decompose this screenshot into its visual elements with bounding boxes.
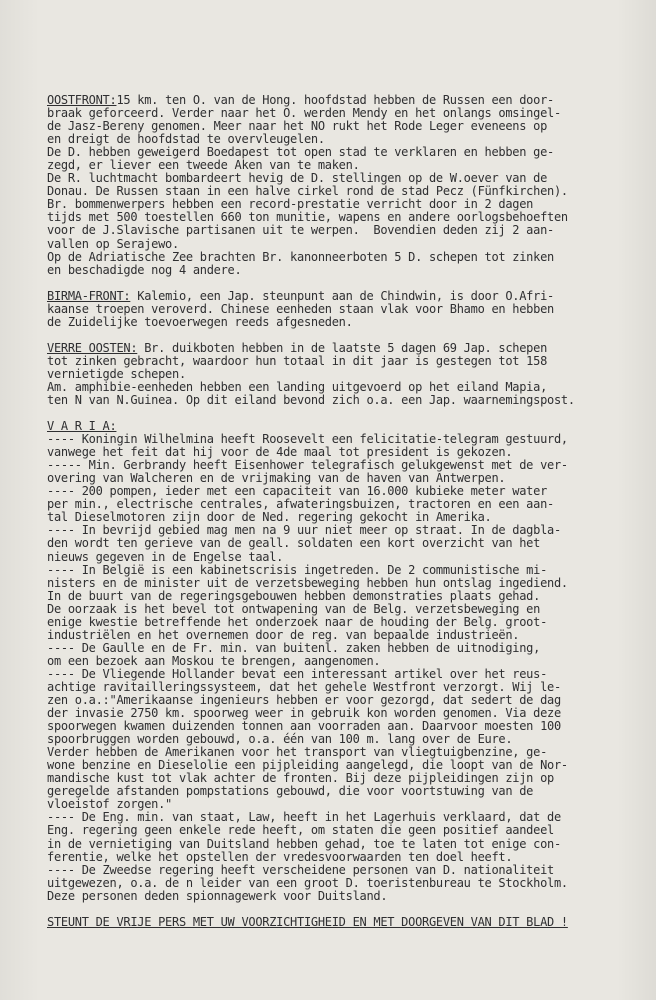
line-text: en dreigt de hoofdstad te overvleugelen. — [47, 132, 325, 147]
line-text: ---- De Vliegende Hollander bevat een interessant artikel over het reus- — [47, 666, 548, 681]
line-text: De D. hebben geweigerd Boedapest tot open stad te verklaren en hebben ge- — [47, 145, 554, 160]
line-text: achtige ravitailleringssysteem, dat het gehele Westfront verzorgt. Wij le- — [47, 679, 561, 694]
line-text: der invasie 2750 km. spoorweg weer in gebruik kon worden genomen. Via deze — [47, 706, 561, 721]
line-text: vallen op Serajewo. — [47, 236, 179, 251]
line-text: nisters en de minister uit de verzetsbeweging hebben hun ontslag ingediend. — [47, 575, 568, 590]
line-text: industriëlen en het overnemen door de reg. van bepaalde industrieën. — [47, 627, 520, 642]
line-text: de Jasz-Bereny genomen. Meer naar het NO rukt het Rode Leger eveneens op — [47, 119, 548, 134]
line-text: per min., electrische centrales, afwateringsbuizen, tractoren en een aan- — [47, 497, 554, 512]
line-text: spoorbruggen worden gebouwd, o.a. één van 100 m. lang over de Eure. — [47, 732, 513, 747]
line-text: den wordt ten gerieve van de geall. soldaten een kort overzicht van het — [47, 536, 541, 551]
line-text: spoorwegen kwamen duizenden tonnen aan voorraden aan. Daarvoor moesten 100 — [47, 719, 561, 734]
line-text: De R. luchtmacht bombardeert hevig de D. stellingen op de W.oever van de — [47, 171, 548, 186]
line-text: Br. duikboten hebben in de laatste 5 dagen 69 Jap. schepen — [137, 340, 548, 355]
line-text: uitgewezen, o.a. de n leider van een groot D. toeristenbureau te Stockholm. — [47, 875, 568, 890]
line-text: ---- In België is een kabinetscrisis ingetreden. De 2 communistische mi- — [47, 562, 548, 577]
line-text: tijds met 500 toestellen 660 ton munitie, wapens en andere oorlogsbehoeften — [47, 210, 568, 225]
line-text: ---- Koningin Wilhelmina heeft Roosevelt een felicitatie-telegram gestuurd, — [47, 432, 568, 447]
line-text: ---- De Gaulle en de Fr. min. van buitenl. zaken hebben de uitnodiging, — [47, 640, 541, 655]
section-gap — [47, 407, 647, 420]
line-text: om een bezoek aan Moskou te brengen, aangenomen. — [47, 653, 381, 668]
bulletin-body — [47, 94, 647, 929]
line-text: In de buurt van de regeringsgebouwen hebben demonstraties plaats gehad. — [47, 588, 541, 603]
line-text: ten N van N.Guinea. Op dit eiland bevond zich o.a. een Jap. waarnemingspost. — [47, 392, 575, 407]
line-text: ---- In bevrijd gebied mag men na 9 uur niet meer op straat. In de dagbla- — [47, 523, 561, 538]
line-text: tot zinken gebracht, waardoor hun totaal in dit jaar is gestegen tot 158 — [47, 353, 548, 368]
news-section — [47, 94, 647, 277]
line-text: ferentie, welke het opstellen der vredesvoorwaarden ten doel heeft. — [47, 849, 513, 864]
line-text: ---- 200 pompen, ieder met een capaciteit van 16.000 kubieke meter water — [47, 484, 548, 499]
line-text: wone benzine en Dieselolie een pijpleiding aangelegd, die loopt van de Nor- — [47, 758, 568, 773]
line-text: Verder hebben de Amerikanen voor het transport van vliegtuigbenzine, ge- — [47, 745, 548, 760]
line-text: mandische kust tot vlak achter de fronten. Bij deze pijpleidingen zijn op — [47, 771, 554, 786]
line-text: in de vernietiging van Duitsland hebben gehad, toe te laten tot enige con- — [47, 836, 561, 851]
news-section — [47, 420, 647, 903]
line-text: vloeistof zorgen." — [47, 797, 173, 812]
line-text: Am. amphibie-eenheden hebben een landing uitgevoerd op het eiland Mapia, — [47, 379, 548, 394]
line-text: Br. bommenwerpers hebben een record-prestatie verricht door in 2 dagen — [47, 197, 534, 212]
line-text: ---- De Eng. min. van staat, Law, heeft in het Lagerhuis verklaard, dat de — [47, 810, 561, 825]
news-section — [47, 290, 647, 329]
footer-slogan: STEUNT DE VRIJE PERS MET UW VOORZICHTIGHEID EN MET DOORGEVEN VAN DIT BLAD ! — [47, 914, 568, 929]
line-text: enige kwestie betreffende het onderzoek naar de houding der Belg. groot- — [47, 614, 548, 629]
section-heading: OOSTFRONT: — [47, 93, 117, 107]
line-text: Kalemio, een Jap. steunpunt aan de Chindwin, is door O.Afri- — [130, 288, 554, 303]
line-text: 15 km. ten O. van de Hong. hoofdstad hebben de Russen een door- — [116, 93, 554, 107]
line-text: vanwege het feit dat hij voor de 4de maal tot president is gekozen. — [47, 445, 513, 460]
line-text: kaanse troepen veroverd. Chinese eenheden staan vlak voor Bhamo en hebben — [47, 301, 554, 316]
text-line — [47, 316, 647, 329]
section-heading: VERRE OOSTEN: — [47, 340, 138, 355]
line-text: Deze personen deden spionnagewerk voor Duitsland. — [47, 888, 388, 903]
text-line — [47, 394, 647, 407]
line-text: overing van Walcheren en de vrijmaking van de haven van Antwerpen. — [47, 471, 506, 486]
line-text: Eng. regering geen enkele rede heeft, om staten die geen positief aandeel — [47, 823, 554, 838]
line-text: zegd, er liever een tweede Aken van te maken. — [47, 158, 360, 173]
line-text: voor de J.Slavische partisanen uit te werpen. Bovendien deden zij 2 aan- — [47, 223, 554, 238]
line-text: Op de Adriatische Zee brachten Br. kanonneerboten 5 D. schepen tot zinken — [47, 249, 554, 264]
text-line — [47, 890, 647, 903]
text-line — [47, 264, 647, 277]
line-text: en beschadigde nog 4 andere. — [47, 262, 242, 277]
line-text: nieuws gegeven in de Engelse taal. — [47, 549, 284, 564]
line-text: De oorzaak is het bevel tot ontwapening van de Belg. verzetsbeweging en — [47, 601, 541, 616]
line-text: zen o.a.:"Amerikaanse ingenieurs hebben er voor gezorgd, dat sedert de dag — [47, 693, 561, 708]
line-text: braak geforceerd. Verder naar het O. werden Mendy en het onlangs omsingel- — [47, 106, 561, 121]
section-heading: BIRMA-FRONT: — [47, 288, 131, 303]
line-text: Donau. De Russen staan in een halve cirkel rond de stad Pecz (Fünfkirchen). — [47, 184, 568, 199]
news-section — [47, 342, 647, 407]
line-text: de Zuidelijke toevoerwegen reeds afgesneden. — [47, 314, 353, 329]
line-text: ---- De Zweedse regering heeft verscheidene personen van D. nationaliteit — [47, 862, 554, 877]
line-text: geregelde afstanden pompstations gebouwd, die voor voortstuwing van de — [47, 784, 534, 799]
line-text: ----- Min. Gerbrandy heeft Eisenhower telegrafisch gelukgewenst met de ver- — [47, 458, 568, 473]
line-text: tal Dieselmotoren zijn door de Ned. regering gekocht in Amerika. — [47, 510, 492, 525]
section-heading: V A R I A: — [47, 419, 117, 434]
line-text: vernietigde schepen. — [47, 366, 186, 381]
